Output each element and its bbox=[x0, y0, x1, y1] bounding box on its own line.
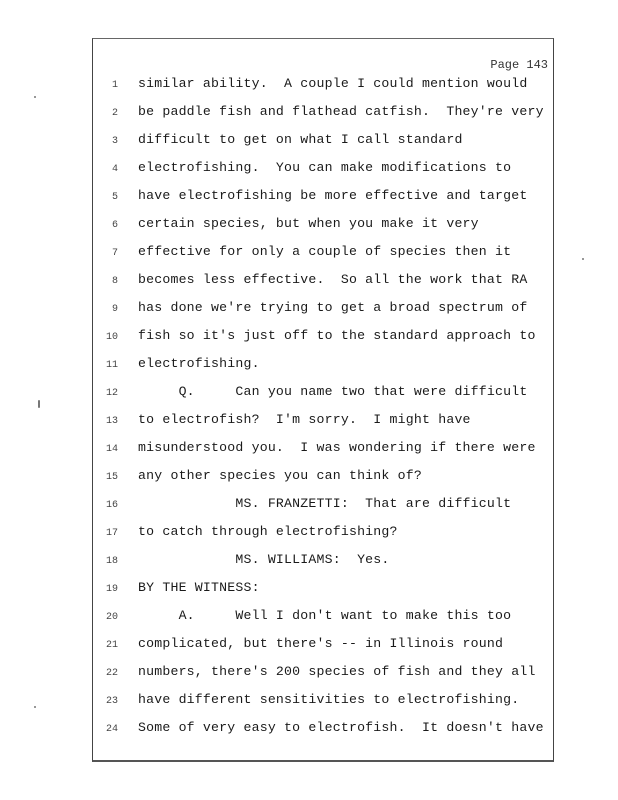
line-number: 23 bbox=[105, 696, 118, 707]
line-text: Some of very easy to electrofish. It doesn't have bbox=[138, 720, 544, 735]
line-number: 20 bbox=[105, 612, 118, 623]
transcript-line bbox=[0, 160, 618, 180]
line-number: 10 bbox=[105, 332, 118, 343]
line-number: 14 bbox=[105, 444, 118, 455]
page-number: Page 143 bbox=[490, 58, 548, 72]
line-text: any other species you can think of? bbox=[138, 468, 422, 483]
transcript-line bbox=[0, 272, 618, 292]
line-text: numbers, there's 200 species of fish and they all bbox=[138, 664, 536, 679]
line-number: 7 bbox=[111, 248, 118, 259]
scan-speck bbox=[38, 400, 40, 408]
line-number: 11 bbox=[105, 360, 118, 371]
transcript-line bbox=[0, 496, 618, 516]
scan-speck bbox=[582, 258, 584, 260]
line-number: 18 bbox=[105, 556, 118, 567]
line-text: be paddle fish and flathead catfish. They're very bbox=[138, 104, 544, 119]
line-text: have electrofishing be more effective and target bbox=[138, 188, 528, 203]
line-number: 15 bbox=[105, 472, 118, 483]
line-text: becomes less effective. So all the work that RA bbox=[138, 272, 528, 287]
transcript-line bbox=[0, 132, 618, 152]
line-number: 19 bbox=[105, 584, 118, 595]
transcript-line bbox=[0, 384, 618, 404]
line-number: 12 bbox=[105, 388, 118, 399]
scan-speck bbox=[34, 96, 36, 98]
transcript-line bbox=[0, 244, 618, 264]
scan-speck bbox=[34, 706, 36, 708]
transcript-line bbox=[0, 608, 618, 628]
line-text: difficult to get on what I call standard bbox=[138, 132, 463, 147]
line-text: MS. FRANZETTI: That are difficult bbox=[138, 496, 512, 511]
line-number: 3 bbox=[111, 136, 118, 147]
line-text: effective for only a couple of species then it bbox=[138, 244, 512, 259]
line-number: 24 bbox=[105, 724, 118, 735]
transcript-line bbox=[0, 440, 618, 460]
line-number: 16 bbox=[105, 500, 118, 511]
line-number: 21 bbox=[105, 640, 118, 651]
transcript-line bbox=[0, 552, 618, 572]
line-number: 9 bbox=[111, 304, 118, 315]
line-number: 2 bbox=[111, 108, 118, 119]
line-text: A. Well I don't want to make this too bbox=[138, 608, 512, 623]
line-text: has done we're trying to get a broad spectrum of bbox=[138, 300, 528, 315]
line-text: electrofishing. bbox=[138, 356, 260, 371]
line-text: have different sensitivities to electrofishing. bbox=[138, 692, 520, 707]
transcript-line bbox=[0, 104, 618, 124]
line-text: electrofishing. You can make modifications to bbox=[138, 160, 512, 175]
transcript-line bbox=[0, 524, 618, 544]
transcript-line bbox=[0, 216, 618, 236]
transcript-line bbox=[0, 692, 618, 712]
line-number: 13 bbox=[105, 416, 118, 427]
line-number: 5 bbox=[111, 192, 118, 203]
transcript-line bbox=[0, 76, 618, 96]
transcript-line bbox=[0, 664, 618, 684]
line-text: similar ability. A couple I could mention would bbox=[138, 76, 528, 91]
transcript-line bbox=[0, 720, 618, 740]
line-text: BY THE WITNESS: bbox=[138, 580, 260, 595]
line-number: 1 bbox=[111, 80, 118, 91]
transcript-line bbox=[0, 580, 618, 600]
line-text: misunderstood you. I was wondering if there were bbox=[138, 440, 536, 455]
line-text: Q. Can you name two that were difficult bbox=[138, 384, 528, 399]
transcript-line bbox=[0, 412, 618, 432]
line-number: 17 bbox=[105, 528, 118, 539]
transcript-line bbox=[0, 300, 618, 320]
line-text: certain species, but when you make it very bbox=[138, 216, 479, 231]
transcript-line bbox=[0, 328, 618, 348]
line-number: 22 bbox=[105, 668, 118, 679]
line-text: to catch through electrofishing? bbox=[138, 524, 398, 539]
transcript-line bbox=[0, 636, 618, 656]
line-number: 4 bbox=[111, 164, 118, 175]
line-text: MS. WILLIAMS: Yes. bbox=[138, 552, 390, 567]
line-text: to electrofish? I'm sorry. I might have bbox=[138, 412, 471, 427]
line-text: fish so it's just off to the standard approach to bbox=[138, 328, 536, 343]
transcript-line bbox=[0, 356, 618, 376]
transcript-line bbox=[0, 468, 618, 488]
line-number: 6 bbox=[111, 220, 118, 231]
transcript-line bbox=[0, 188, 618, 208]
line-text: complicated, but there's -- in Illinois round bbox=[138, 636, 504, 651]
line-number: 8 bbox=[111, 276, 118, 287]
